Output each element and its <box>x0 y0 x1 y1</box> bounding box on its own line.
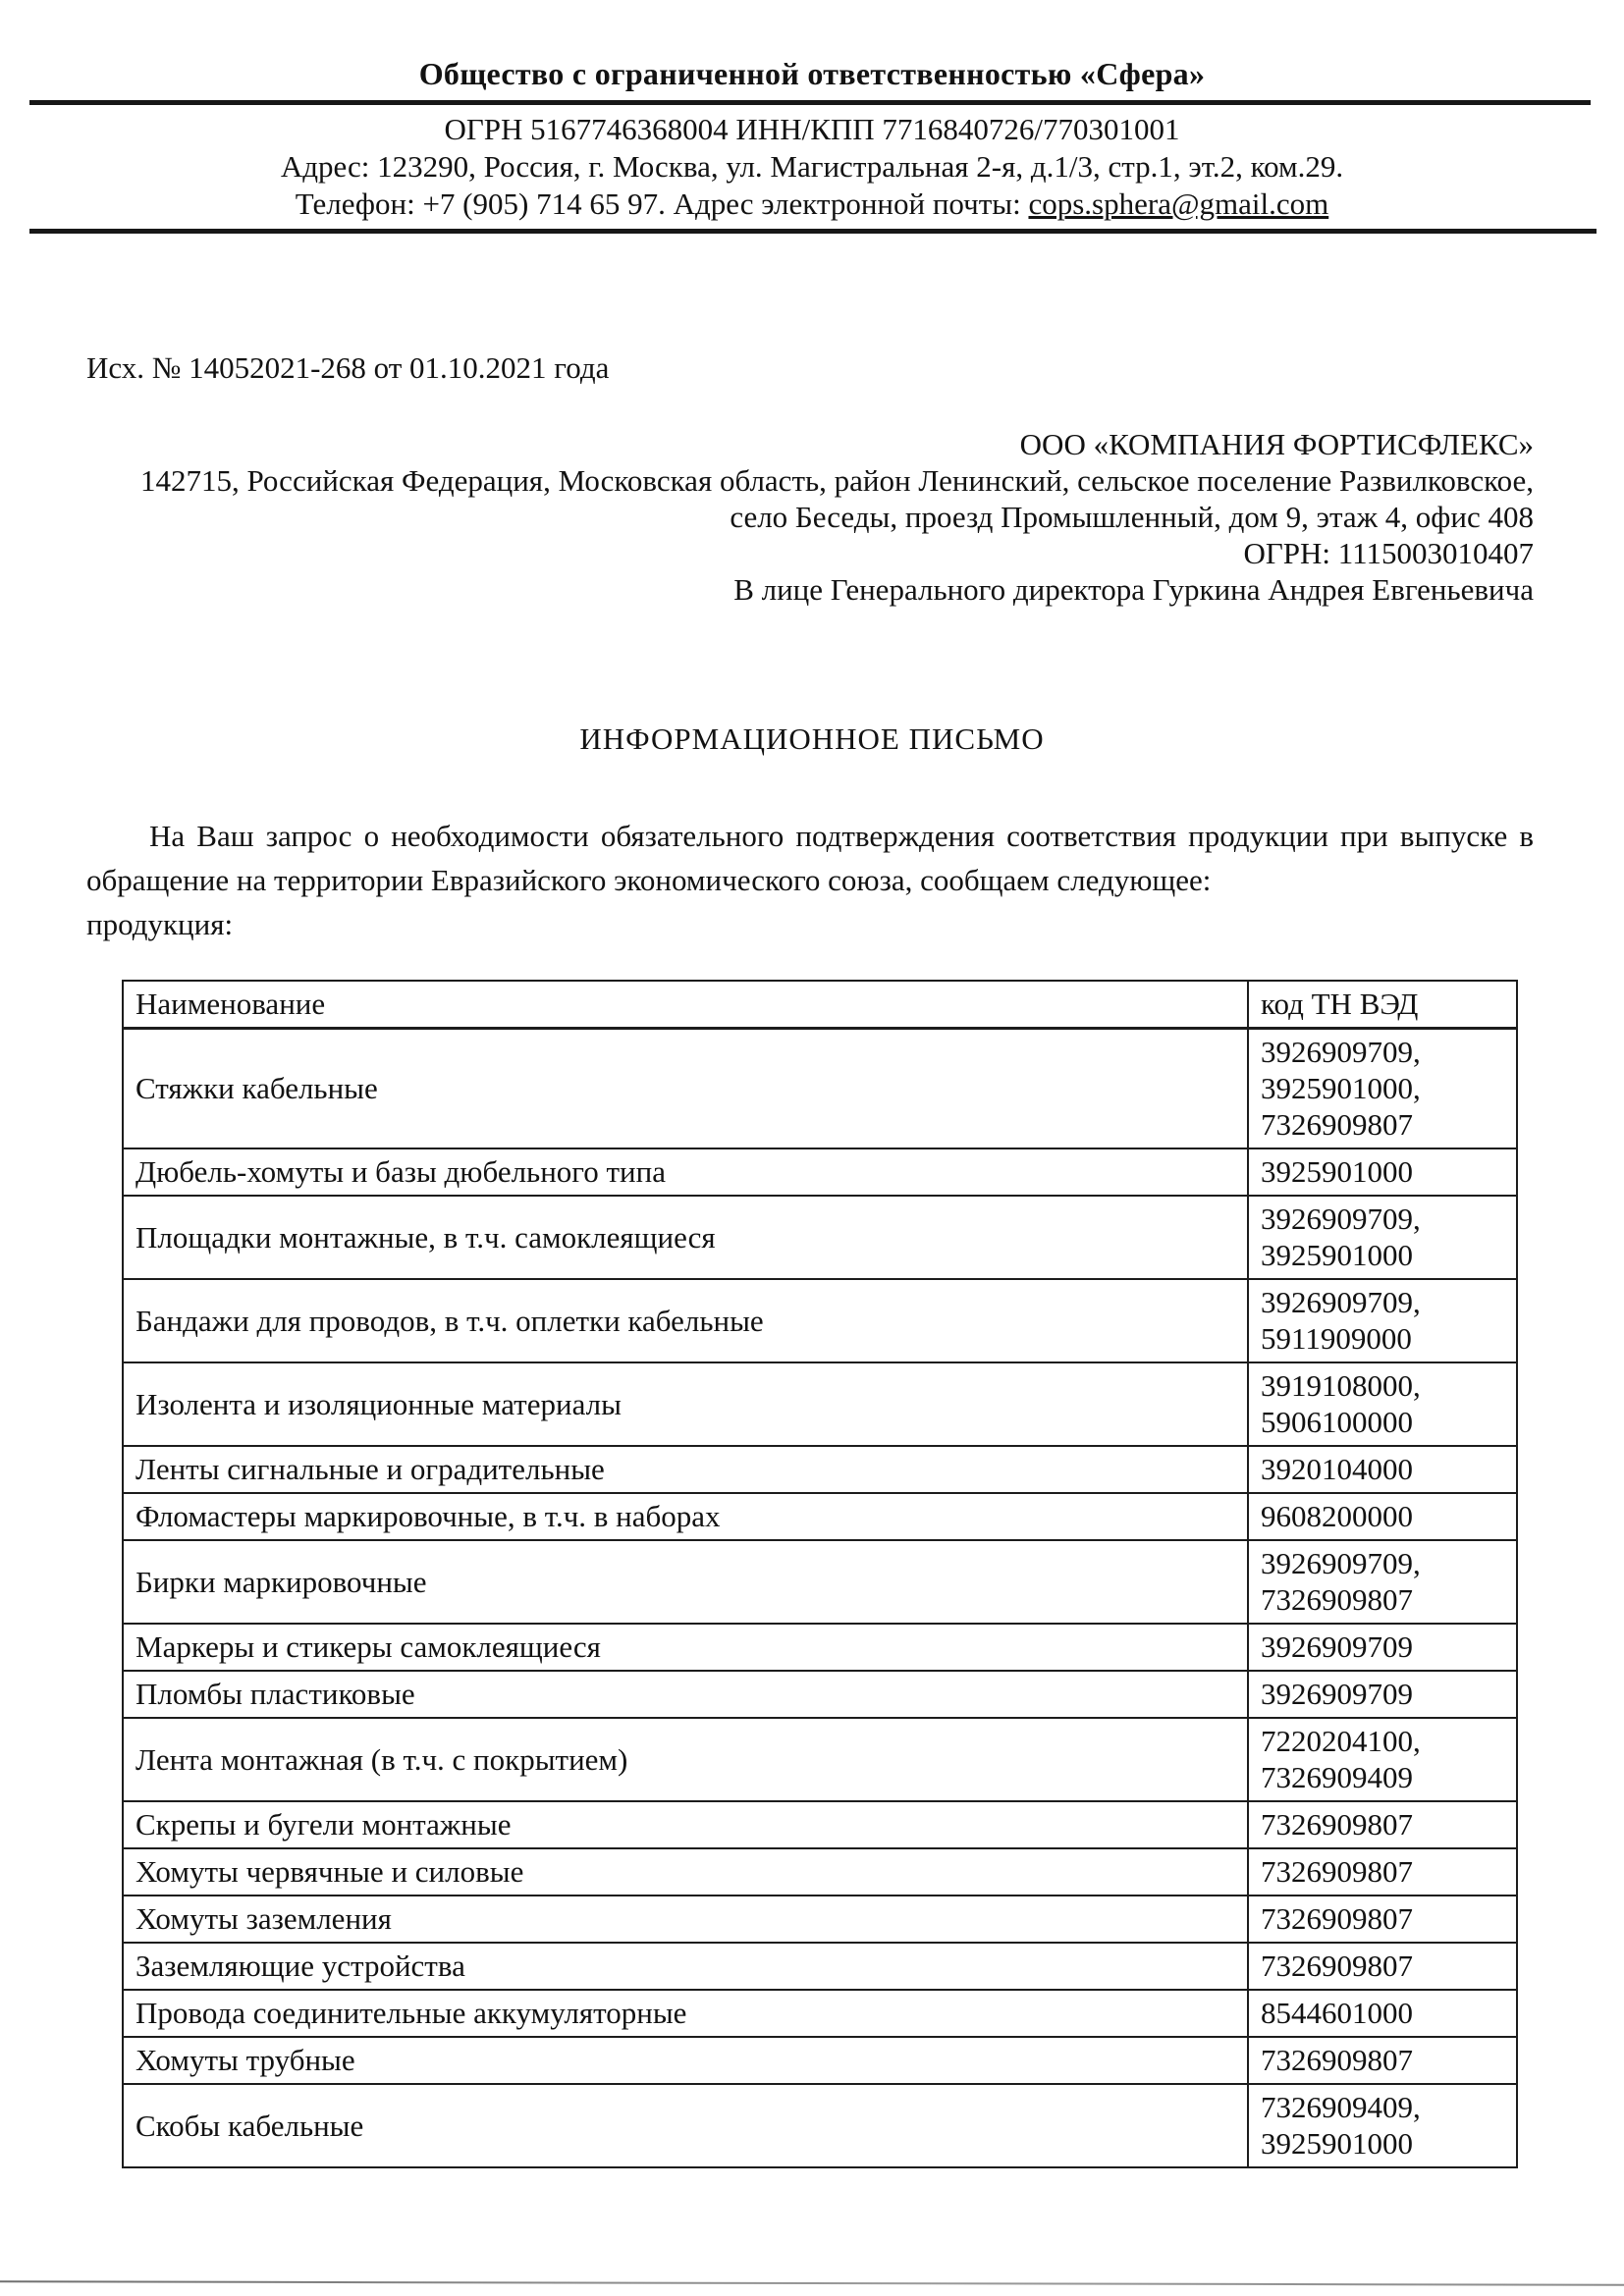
code-line: 3926909709 <box>1261 1677 1413 1711</box>
product-name: Хомуты трубные <box>123 2037 1248 2084</box>
code-line: 5911909000 <box>1261 1321 1412 1356</box>
product-name: Лента монтажная (в т.ч. с покрытием) <box>123 1718 1248 1801</box>
product-codes <box>1248 1990 1517 2037</box>
code-line: 7220204100, <box>1261 1724 1421 1758</box>
table-row <box>123 1446 1517 1493</box>
product-codes <box>1248 2037 1517 2084</box>
product-codes <box>1248 1671 1517 1718</box>
product-name: Площадки монтажные, в т.ч. самоклеящиеся <box>123 1196 1248 1279</box>
product-name: Провода соединительные аккумуляторные <box>123 1990 1248 2037</box>
code-line: 7326909807 <box>1261 2043 1413 2077</box>
product-codes <box>1248 1148 1517 1196</box>
recipient-name: ООО «КОМПАНИЯ ФОРТИСФЛЕКС» <box>1019 427 1534 461</box>
code-line: 3926909709, <box>1261 1546 1421 1580</box>
product-name: Стяжки кабельные <box>123 1029 1248 1149</box>
address-line: Адрес: 123290, Россия, г. Москва, ул. Магистральная 2-я, д.1/3, стр.1, эт.2, ком.29. <box>280 149 1344 184</box>
products-label: продукция: <box>86 907 234 941</box>
code-line: 3925901000 <box>1261 1238 1413 1272</box>
phone-line <box>0 186 1624 223</box>
product-name: Бандажи для проводов, в т.ч. оплетки кабельные <box>123 1279 1248 1362</box>
product-table <box>122 980 1518 2168</box>
code-line: 7326909807 <box>1261 1901 1413 1936</box>
code-line: 3926909709 <box>1261 1629 1413 1664</box>
product-table-body <box>123 1029 1517 2168</box>
product-codes <box>1248 2084 1517 2167</box>
product-codes <box>1248 1196 1517 1279</box>
product-name: Бирки маркировочные <box>123 1540 1248 1624</box>
table-row <box>123 1540 1517 1624</box>
code-line: 7326909807 <box>1261 1807 1413 1842</box>
code-line: 9608200000 <box>1261 1499 1413 1533</box>
recipient-block <box>96 426 1534 608</box>
company-name: Общество с ограниченной ответственностью «Сфера» <box>418 56 1206 91</box>
phone-text: Телефон: +7 (905) 714 65 97. Адрес электронной почты: <box>295 187 1029 221</box>
product-table-header <box>123 981 1517 1029</box>
code-line: 3925901000 <box>1261 1154 1413 1189</box>
letterhead-rule-bottom <box>29 229 1597 234</box>
code-line: 7326909409 <box>1261 1760 1413 1794</box>
table-row <box>123 1801 1517 1848</box>
ogrn-inn-line: ОГРН 5167746368004 ИНН/КПП 7716840726/770301001 <box>444 112 1180 146</box>
product-codes <box>1248 1029 1517 1149</box>
table-row <box>123 1943 1517 1990</box>
product-codes <box>1248 1896 1517 1943</box>
product-name: Скобы кабельные <box>123 2084 1248 2167</box>
table-row <box>123 1196 1517 1279</box>
table-row <box>123 1896 1517 1943</box>
product-name: Заземляющие устройства <box>123 1943 1248 1990</box>
code-line: 7326909807 <box>1261 1949 1413 1983</box>
table-row <box>123 1990 1517 2037</box>
code-line: 3920104000 <box>1261 1452 1413 1486</box>
code-line: 3926909709, <box>1261 1285 1421 1319</box>
code-line: 7326909807 <box>1261 1107 1413 1142</box>
code-line: 5906100000 <box>1261 1405 1413 1439</box>
product-name: Изолента и изоляционные материалы <box>123 1362 1248 1446</box>
product-codes <box>1248 1624 1517 1671</box>
table-row <box>123 2037 1517 2084</box>
table-row <box>123 1029 1517 1149</box>
product-codes <box>1248 1540 1517 1624</box>
table-row <box>123 1493 1517 1540</box>
product-codes <box>1248 1943 1517 1990</box>
product-name: Пломбы пластиковые <box>123 1671 1248 1718</box>
code-line: 7326909807 <box>1261 1582 1413 1617</box>
code-line: 8544601000 <box>1261 1996 1413 2030</box>
table-row <box>123 1718 1517 1801</box>
code-line: 3925901000, <box>1261 1071 1421 1105</box>
code-line: 3926909709, <box>1261 1035 1421 1069</box>
body-paragraph: На Ваш запрос о необходимости обязательного подтверждения соответствия продукции при выпуске в обращение на территории Евразийского экономического союза, сообщаем следующее: <box>86 819 1534 897</box>
product-name: Маркеры и стикеры самоклеящиеся <box>123 1624 1248 1671</box>
table-row <box>123 1671 1517 1718</box>
outgoing-ref-number: Исх. № 14052021-268 от 01.10.2021 года <box>86 350 610 385</box>
product-name: Ленты сигнальные и оградительные <box>123 1446 1248 1493</box>
code-line: 7326909807 <box>1261 1854 1413 1889</box>
product-codes <box>1248 1848 1517 1896</box>
table-row <box>123 2084 1517 2167</box>
table-header-row <box>123 981 1517 1029</box>
product-name: Хомуты червячные и силовые <box>123 1848 1248 1896</box>
product-name: Хомуты заземления <box>123 1896 1248 1943</box>
table-row <box>123 1624 1517 1671</box>
column-header-code: код ТН ВЭД <box>1248 981 1517 1029</box>
recipient-ogrn: ОГРН: 1115003010407 <box>1243 536 1534 570</box>
product-name: Фломастеры маркировочные, в т.ч. в наборах <box>123 1493 1248 1540</box>
letterhead <box>0 0 1624 234</box>
product-name: Дюбель-хомуты и базы дюбельного типа <box>123 1148 1248 1196</box>
product-name: Скрепы и бугели монтажные <box>123 1801 1248 1848</box>
table-row <box>123 1279 1517 1362</box>
product-codes <box>1248 1446 1517 1493</box>
product-codes <box>1248 1279 1517 1362</box>
code-line: 3925901000 <box>1261 2126 1413 2161</box>
code-line: 3919108000, <box>1261 1368 1421 1403</box>
recipient-address: 142715, Российская Федерация, Московская область, район Ленинский, сельское поселение Развилковское, село Беседы, проезд Промышленный, дом 9, этаж 4, офис 408 <box>139 463 1534 534</box>
letterhead-rule-top <box>29 100 1591 105</box>
table-row <box>123 1148 1517 1196</box>
code-line: 3926909709, <box>1261 1201 1421 1236</box>
letter-title: ИНФОРМАЦИОННОЕ ПИСЬМО <box>579 721 1045 756</box>
email-address: cops.sphera@gmail.com <box>1028 187 1329 221</box>
column-header-name: Наименование <box>123 981 1248 1029</box>
scan-artifact-line <box>0 2280 1624 2285</box>
product-codes <box>1248 1801 1517 1848</box>
table-row <box>123 1848 1517 1896</box>
recipient-signatory: В лице Генерального директора Гуркина Андрея Евгеньевича <box>733 572 1534 607</box>
table-row <box>123 1362 1517 1446</box>
product-codes <box>1248 1718 1517 1801</box>
code-line: 7326909409, <box>1261 2090 1421 2124</box>
product-codes <box>1248 1493 1517 1540</box>
product-codes <box>1248 1362 1517 1446</box>
